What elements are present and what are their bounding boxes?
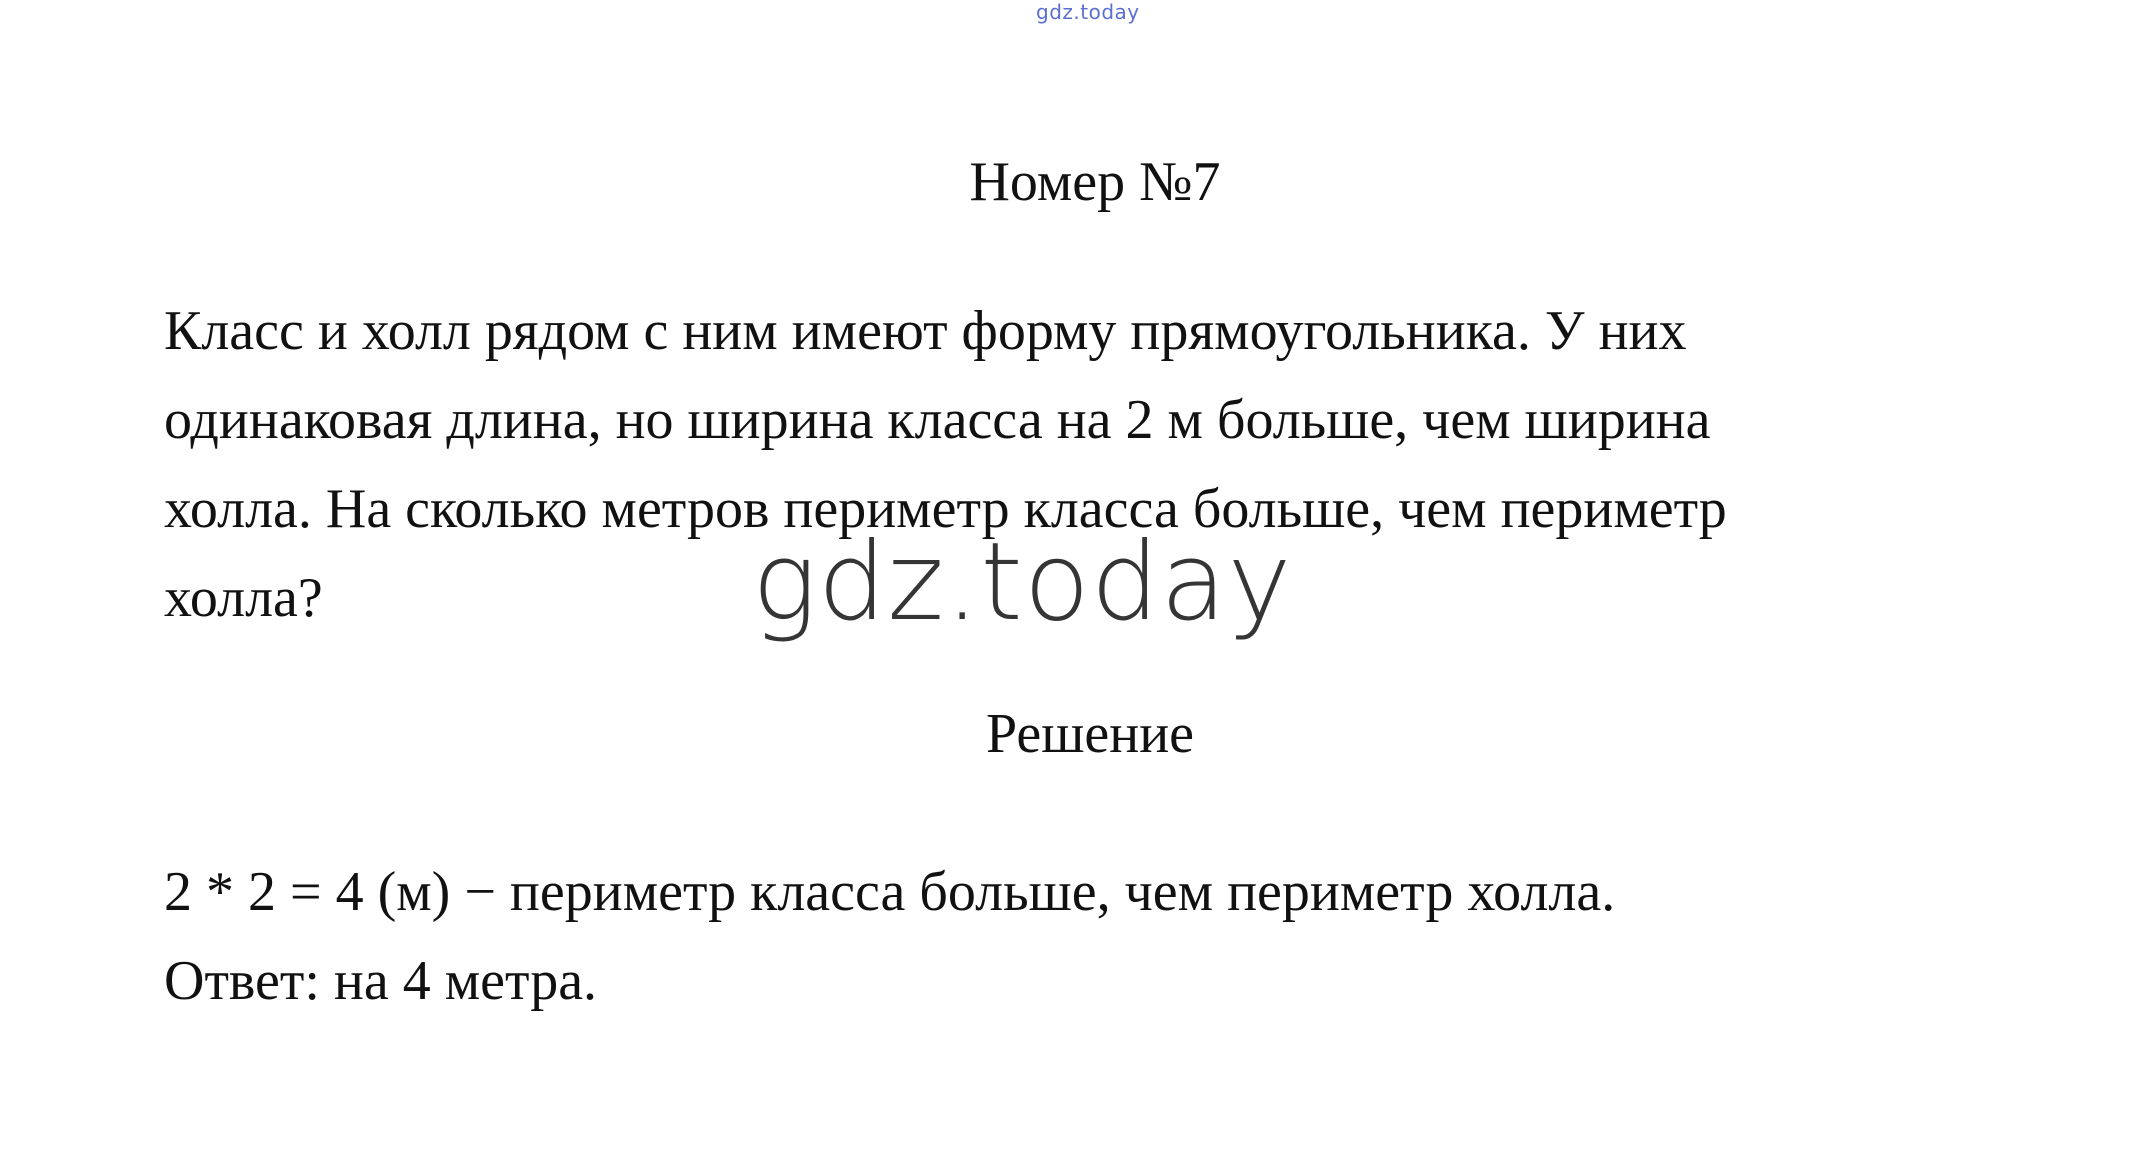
top-watermark: gdz.today (1036, 0, 1140, 24)
answer-line: Ответ: на 4 метра. (164, 950, 598, 1012)
problem-line: одинаковая длина, но ширина класса на 2 м больше, чем ширина (164, 389, 1711, 451)
solution-line: 2 * 2 = 4 (м) − периметр класса больше, чем периметр холла. (164, 861, 1616, 923)
problem-line: холла? (164, 567, 323, 629)
problem-line: Класс и холл рядом с ним имеют форму прямоугольника. У них (164, 300, 1687, 362)
page-title: Номер №7 (969, 151, 1221, 213)
center-watermark: gdz.today (752, 520, 1293, 645)
solution-text (164, 848, 2064, 1026)
problem-line: холла. На сколько метров периметр класса больше, чем периметр (164, 478, 1727, 540)
solution-heading: Решение (985, 703, 1195, 765)
